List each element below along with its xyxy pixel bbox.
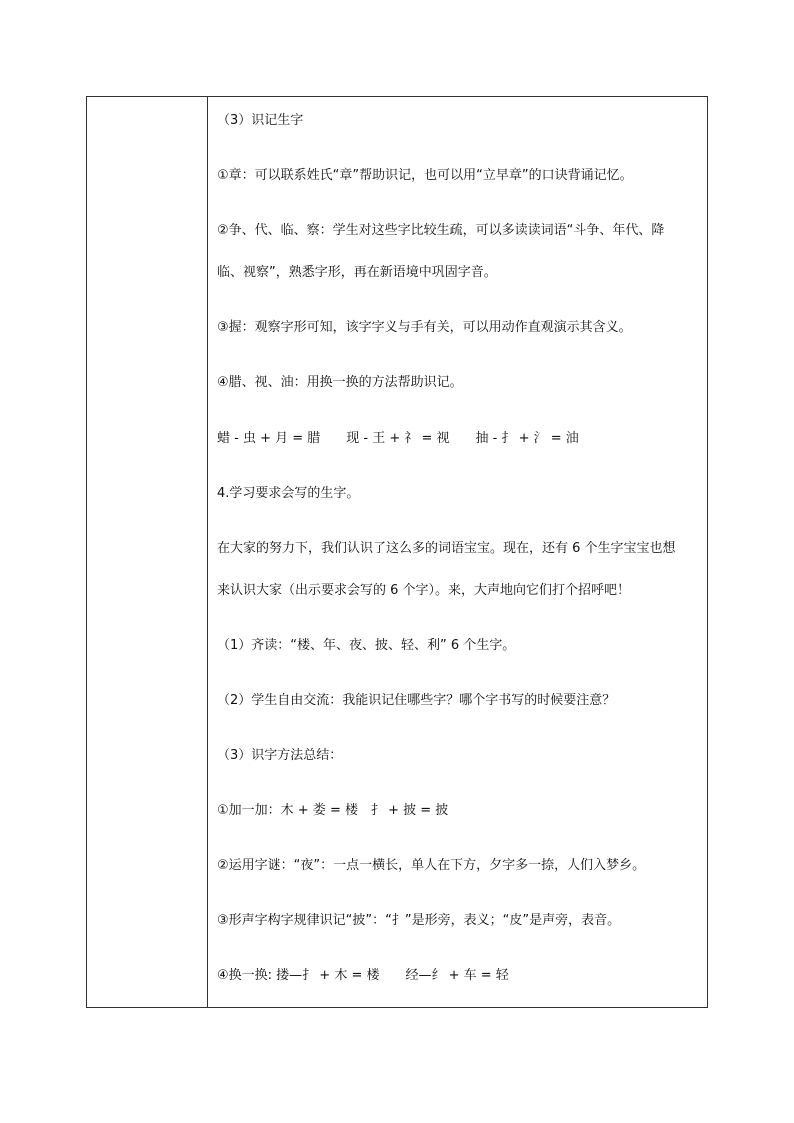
column-divider (207, 97, 208, 1007)
method-substitute: ④换一换: 搂—扌 + 木 = 楼 经—纟 + 车 = 轻 (217, 968, 509, 983)
char-substitution-examples: 蜡 - 虫 + 月 = 腊 现 - 王 + 礻 = 视 抽 - 扌 + 氵 = 油 (217, 431, 579, 446)
step-method-summary: （3）识字方法总结： (217, 748, 343, 763)
lesson-table (86, 96, 708, 1008)
method-add: ①加一加：木 + 娄 = 楼 扌 + 披 = 披 (217, 803, 449, 818)
heading-recognize-new-chars: （3）识记生字 (217, 113, 304, 128)
intro-paragraph-line-2: 来认识大家（出示要求会写的 6 个字）。来，大声地向它们打个招呼吧！ (217, 583, 631, 598)
item-zheng-dai-lin-cha-cont: 临、视察”，熟悉字形，再在新语境中巩固字音。 (217, 265, 497, 280)
item-la-shi-you: ④腊、视、油：用换一换的方法帮助识记。 (217, 375, 463, 390)
item-zheng-dai-lin-cha: ②争、代、临、察：学生对这些字比较生疏，可以多读读词语“斗争、年代、降 (217, 223, 665, 238)
step-read-aloud: （1）齐读：“楼、年、夜、披、轻、利” 6 个生字。 (217, 638, 516, 653)
intro-paragraph-line-1: 在大家的努力下，我们认识了这么多的词语宝宝。现在，还有 6 个生字宝宝也想 (217, 541, 676, 556)
item-wo: ③握：观察字形可知，该字字义与手有关，可以用动作直观演示其含义。 (217, 320, 632, 335)
method-riddle: ②运用字谜：“夜”：一点一横长，单人在下方，夕字多一捺，人们入梦乡。 (217, 858, 646, 873)
item-zhang: ①章：可以联系姓氏“章”帮助识记，也可以用“立早章”的口诀背诵记忆。 (217, 168, 633, 183)
method-phonetic-semantic: ③形声字构字规律识记“披”：“扌”是形旁，表义；“皮”是声旁，表音。 (217, 913, 621, 928)
step-free-discussion: （2）学生自由交流：我能识记住哪些字？哪个字书写的时候要注意？ (217, 693, 616, 708)
section-4-heading: 4.学习要求会写的生字。 (217, 486, 360, 501)
